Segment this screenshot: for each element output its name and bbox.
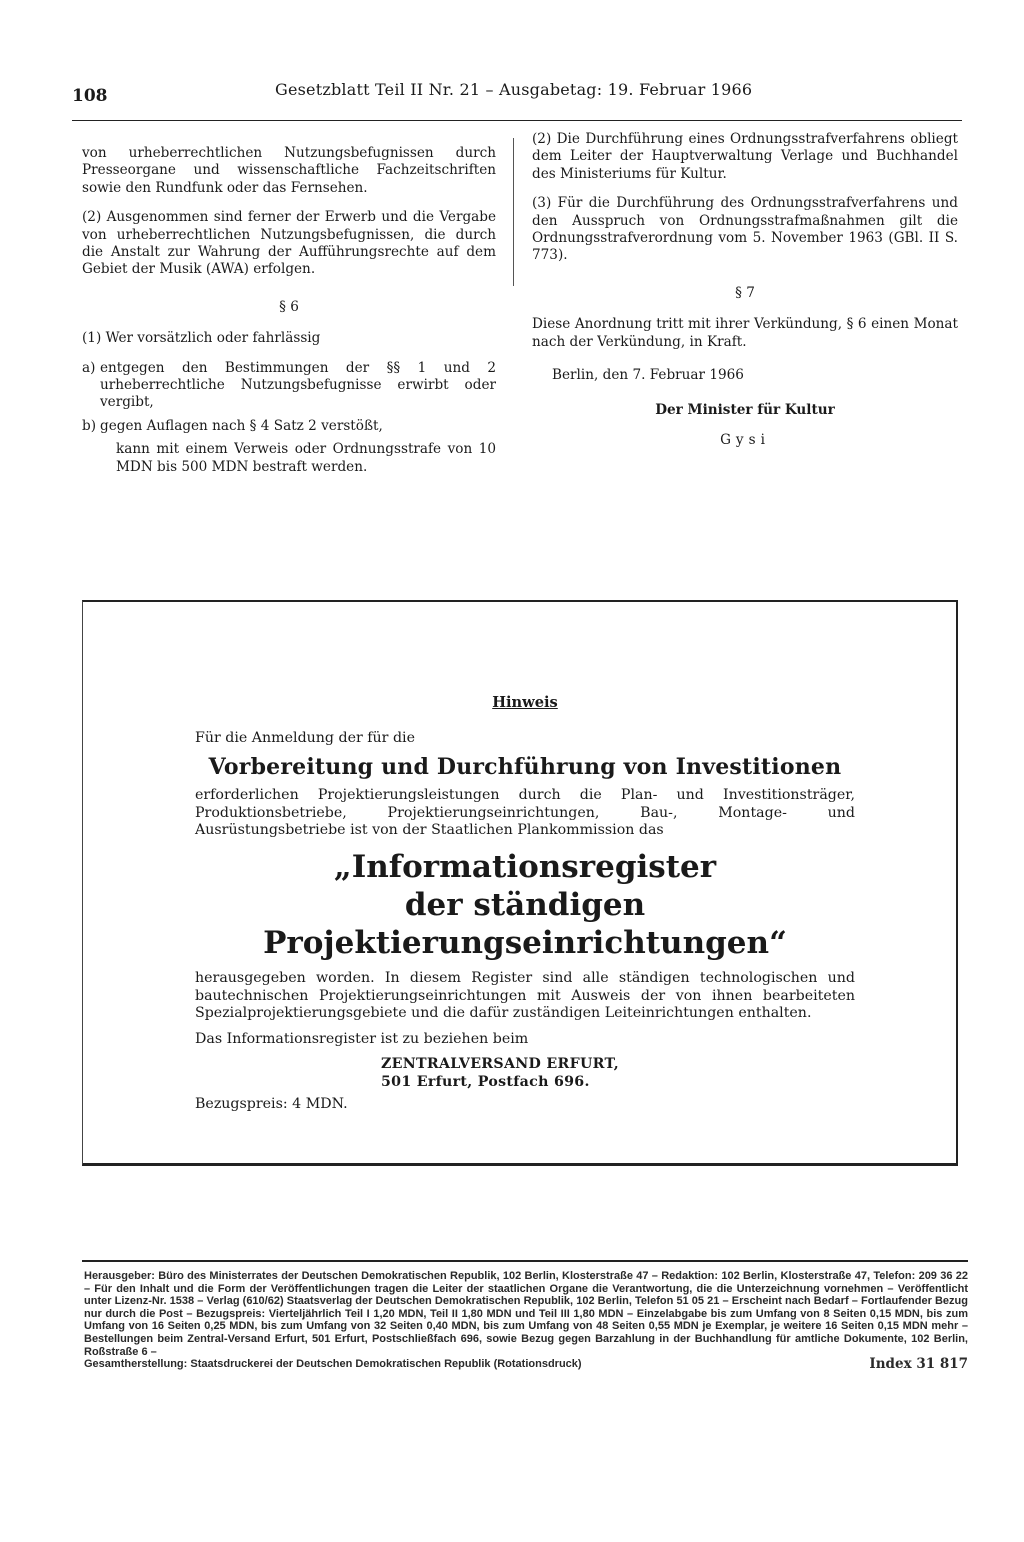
- column-divider: [513, 138, 514, 286]
- left-paragraph-1: von urheberrechtlichen Nutzungsbefugnissen durch Presseorgane und wissenschaftliche Fachzeitschriften sowie den Rundfunk oder das Fernsehen.: [82, 145, 496, 196]
- footer-rule: [82, 1260, 968, 1262]
- list-item-a-label: a): [82, 359, 96, 376]
- imprint-printer: Gesamtherstellung: Staatsdruckerei der Deutschen Demokratischen Republik (Rotationsdruck): [84, 1358, 582, 1371]
- notice-title: Hinweis: [492, 694, 558, 711]
- left-column: [82, 145, 496, 488]
- notice-paragraph-1: erforderlichen Projektierungsleistungen durch die Plan- und Investitionsträger, Produktionsbetriebe, Projektierungseinrichtungen, Bau-, Montage- und Ausrüstungsbetriebe ist von der Staatlichen Plankommission das: [195, 787, 855, 839]
- register-title-line-2: der ständigen Projektierungseinrichtungen“: [263, 886, 787, 961]
- address-line-1: ZENTRALVERSAND ERFURT,: [381, 1056, 619, 1073]
- section-6-heading: § 6: [279, 298, 299, 315]
- right-paragraph-3: Diese Anordnung tritt mit ihrer Verkündung, § 6 einen Monat nach der Verkündung, in Kraft.: [532, 316, 958, 350]
- header-rule: [72, 120, 962, 121]
- list-item-a-text: entgegen den Bestimmungen der §§ 1 und 2 urheberrechtliche Nutzungsbefugnisse erwirbt oder vergibt,: [100, 359, 496, 411]
- section-7-heading: § 7: [735, 284, 755, 301]
- list-item-b-text: gegen Auflagen nach § 4 Satz 2 verstößt,: [100, 417, 383, 434]
- right-paragraph-1: (2) Die Durchführung eines Ordnungsstrafverfahrens obliegt dem Leiter der Hauptverwaltung Verlage und Buchhandel des Ministeriums für Kultur.: [532, 131, 958, 182]
- register-title-line-1: „Informationsregister: [333, 848, 717, 885]
- notice-register-title: [195, 848, 855, 962]
- signature-name: Gysi: [720, 431, 770, 448]
- imprint-last-line: [84, 1358, 968, 1371]
- penalty-conclusion: kann mit einem Verweis oder Ordnungsstrafe von 10 MDN bis 500 MDN bestraft werden.: [116, 441, 496, 475]
- minister-title: Der Minister für Kultur: [655, 402, 835, 419]
- running-title: Gesetzblatt Teil II Nr. 21 – Ausgabetag: 19. Februar 1966: [275, 80, 753, 99]
- page-header: [72, 80, 952, 108]
- imprint-text: Herausgeber: Büro des Ministerrates der Deutschen Demokratischen Republik, 102 Berlin, Klosterstraße 47 – Redaktion: 102 Berlin, Klosterstraße 47, Telefon: 209 36 22 – Für den Inhalt und die Form der Veröffentlichungen tragen die Leiter der staatlichen Organe die Verantwortung, die die Unterzeichnung vornehmen – Veröffentlicht unter Lizenz-Nr. 1538 – Verlag (610/62) Staatsverlag der Deutschen Demokratischen Republik, 102 Berlin, Telefon 51 05 21 – Erscheint nach Bedarf – Fortlaufender Bezug nur durch die Post – Bezugspreis: Vierteljährlich Teil I 1,20 MDN, Teil II 1,80 MDN und Teil III 1,80 MDN – Einzelabgabe bis zum Umfang von 8 Seiten 0,15 MDN, bis zum Umfang von 16 Seiten 0,25 MDN, bis zum Umfang von 32 Seiten 0,40 MDN, bis zum Umfang von 48 Seiten 0,55 MDN je Exemplar, je weitere 16 Seiten 0,15 MDN mehr – Bestellungen beim Zentral-Versand Erfurt, 501 Erfurt, Postschließfach 696, sowie Bezug gegen Barzahlung in der Buchhandlung für amtliche Dokumente, 102 Berlin, Roßstraße 6 –: [84, 1270, 968, 1358]
- notice-intro: Für die Anmeldung der für die: [195, 729, 415, 746]
- notice-paragraph-3: Das Informationsregister ist zu beziehen beim: [195, 1030, 529, 1047]
- notice-box: [82, 600, 958, 1166]
- signing-date: Berlin, den 7. Februar 1966: [552, 367, 744, 384]
- notice-heading-investments: Vorbereitung und Durchführung von Investitionen: [208, 754, 842, 781]
- notice-paragraph-2: herausgegeben worden. In diesem Register sind alle ständigen technologischen und bautechnischen Projektierungseinrichtungen mit Ausweis der von ihnen bearbeiteten Spezialprojektierungsgebiete und die dafür zuständigen Leiteinrichtungen enthalten.: [195, 969, 855, 1022]
- price-line: Bezugspreis: 4 MDN.: [195, 1095, 348, 1112]
- notice-content: [195, 694, 855, 1113]
- list-item-b-label: b): [82, 417, 97, 434]
- page-number: 108: [72, 86, 108, 106]
- imprint-footer: [84, 1270, 968, 1371]
- list-item-a: [82, 360, 496, 412]
- list-item-b: [82, 418, 496, 435]
- right-paragraph-2: (3) Für die Durchführung des Ordnungsstrafverfahrens und den Ausspruch von Ordnungsstrafmaßnahmen gilt die Ordnungsstrafverordnung vom 5. November 1963 (GBl. II S. 773).: [532, 195, 958, 264]
- section-6-clause-1: (1) Wer vorsätzlich oder fahrlässig: [82, 330, 321, 347]
- left-paragraph-2: (2) Ausgenommen sind ferner der Erwerb und die Vergabe von urheberrechtlichen Nutzungsbefugnissen, die durch die Anstalt zur Wahrung der Aufführungsrechte auf dem Gebiet der Musik (AWA) erfolgen.: [82, 209, 496, 278]
- right-column: [532, 131, 958, 461]
- address-line-2: 501 Erfurt, Postfach 696.: [381, 1073, 590, 1090]
- index-number: Index 31 817: [869, 1356, 968, 1373]
